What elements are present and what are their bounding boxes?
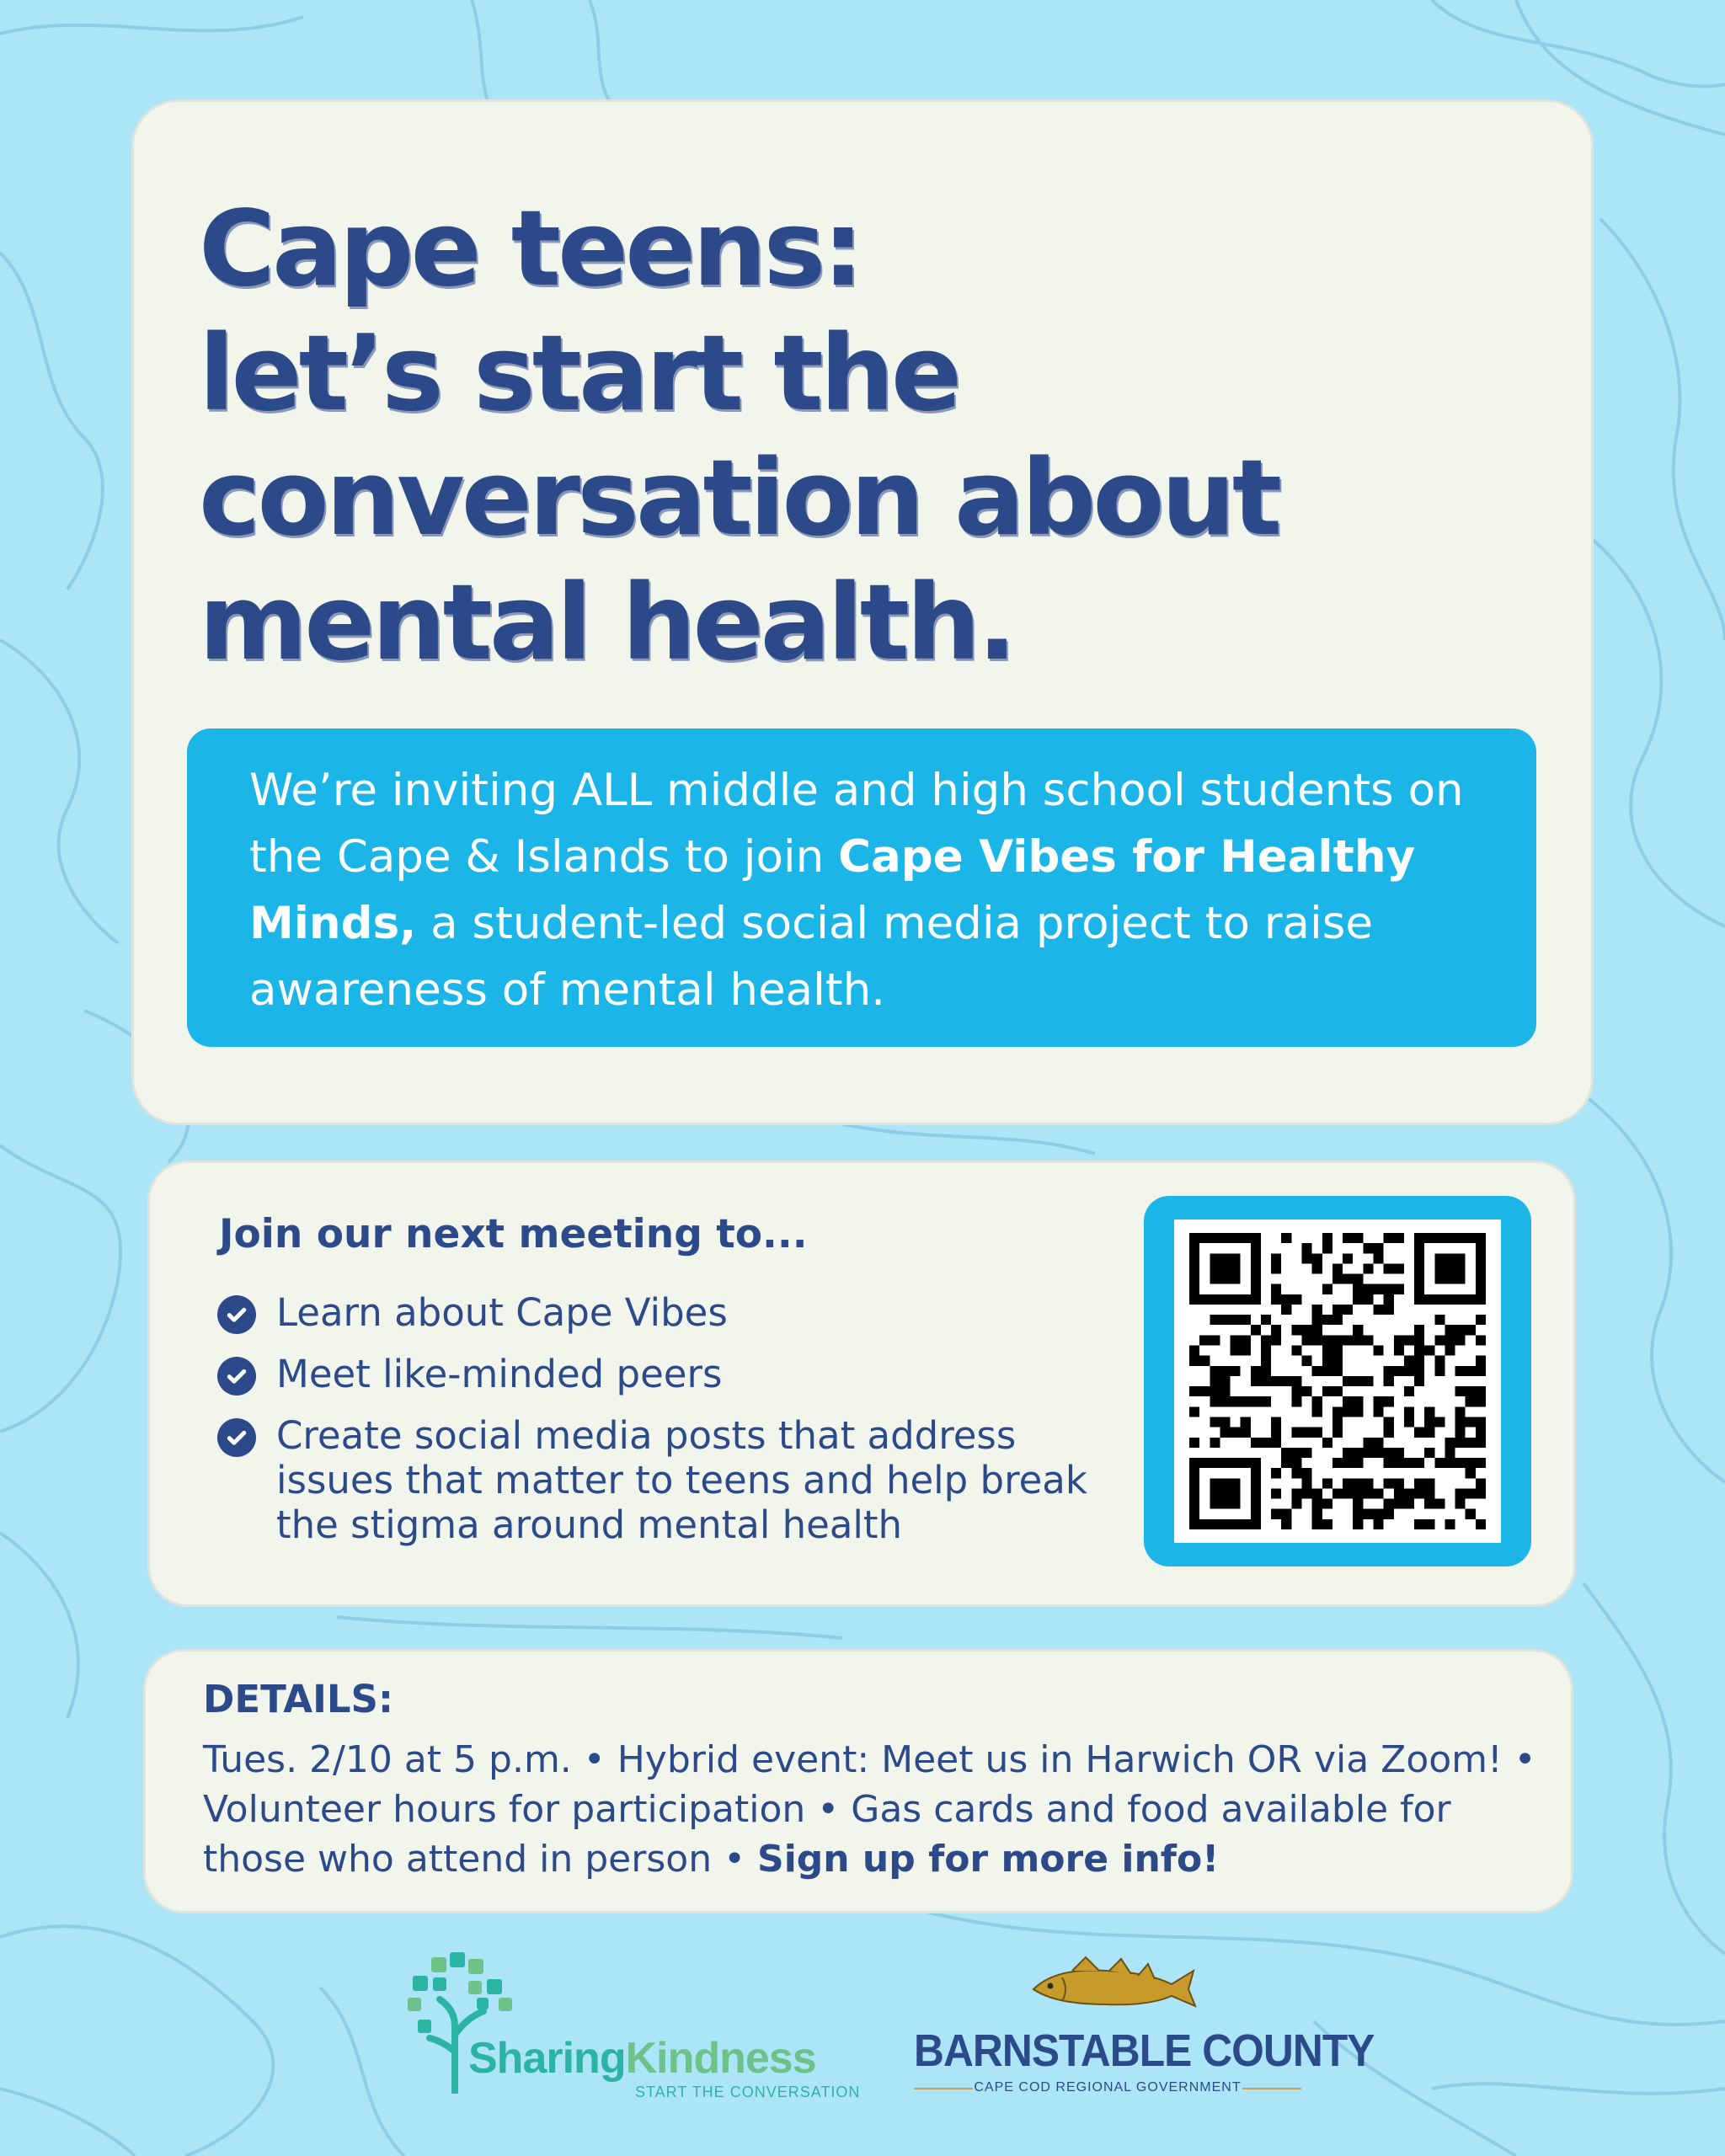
headline [199,187,1513,686]
invite-text-end: a student-led social media project to raise awareness of mental health. [249,898,1373,1016]
headline-line-1: Cape teens: [199,189,861,310]
check-icon [217,1418,256,1457]
list-item [217,1290,1110,1335]
barnstable-county-subtitle: CAPE COD REGIONAL GOVERNMENT [974,2080,1242,2095]
headline-line-2: let’s start the [199,313,959,435]
program-name: Cape Vibes for Healthy Minds, [249,831,1416,949]
headline-line-3: conversation about [199,438,1279,559]
check-icon [217,1295,256,1334]
signup-link[interactable]: Sign up for more info! [757,1838,1220,1881]
bullet-text: Meet like-minded peers [276,1352,723,1396]
sharing-kindness-logo [396,1951,861,2102]
list-item [217,1352,1110,1396]
invite-box [187,728,1536,1047]
bullet-text: Learn about Cape Vibes [276,1290,728,1335]
check-icon [217,1357,256,1396]
invite-text: We’re inviting ALL middle and high school students on the Cape & Islands to join [249,765,1464,883]
meeting-bullets [217,1290,1110,1564]
headline-line-4: mental health. [199,563,1014,684]
details-body: Tues. 2/10 at 5 p.m. • Hybrid event: Meet us in Harwich OR via Zoom! • Volunteer hours for participation • Gas cards and food available for those who attend in person • [203,1738,1536,1881]
barnstable-county-logo [897,1952,1375,2104]
details-title: DETAILS: [203,1677,393,1721]
logo-divider [1242,2088,1301,2089]
qr-code-frame[interactable] [1144,1196,1531,1566]
qr-code[interactable] [1174,1219,1501,1543]
meeting-title: Join our next meeting to... [219,1211,808,1257]
list-item [217,1413,1110,1547]
sharing-kindness-wordmark: SharingKindness [468,2034,816,2083]
barnstable-county-name: BARNSTABLE COUNTY [914,2025,1375,2076]
details-text [203,1735,1551,1884]
codfish-icon [1022,1952,1199,2020]
qr-code-icon [1189,1233,1486,1529]
sharing-kindness-tagline: START THE CONVERSATION [635,2084,861,2100]
bullet-text: Create social media posts that address issues that matter to teens and help break the stigma around mental health [276,1413,1087,1547]
